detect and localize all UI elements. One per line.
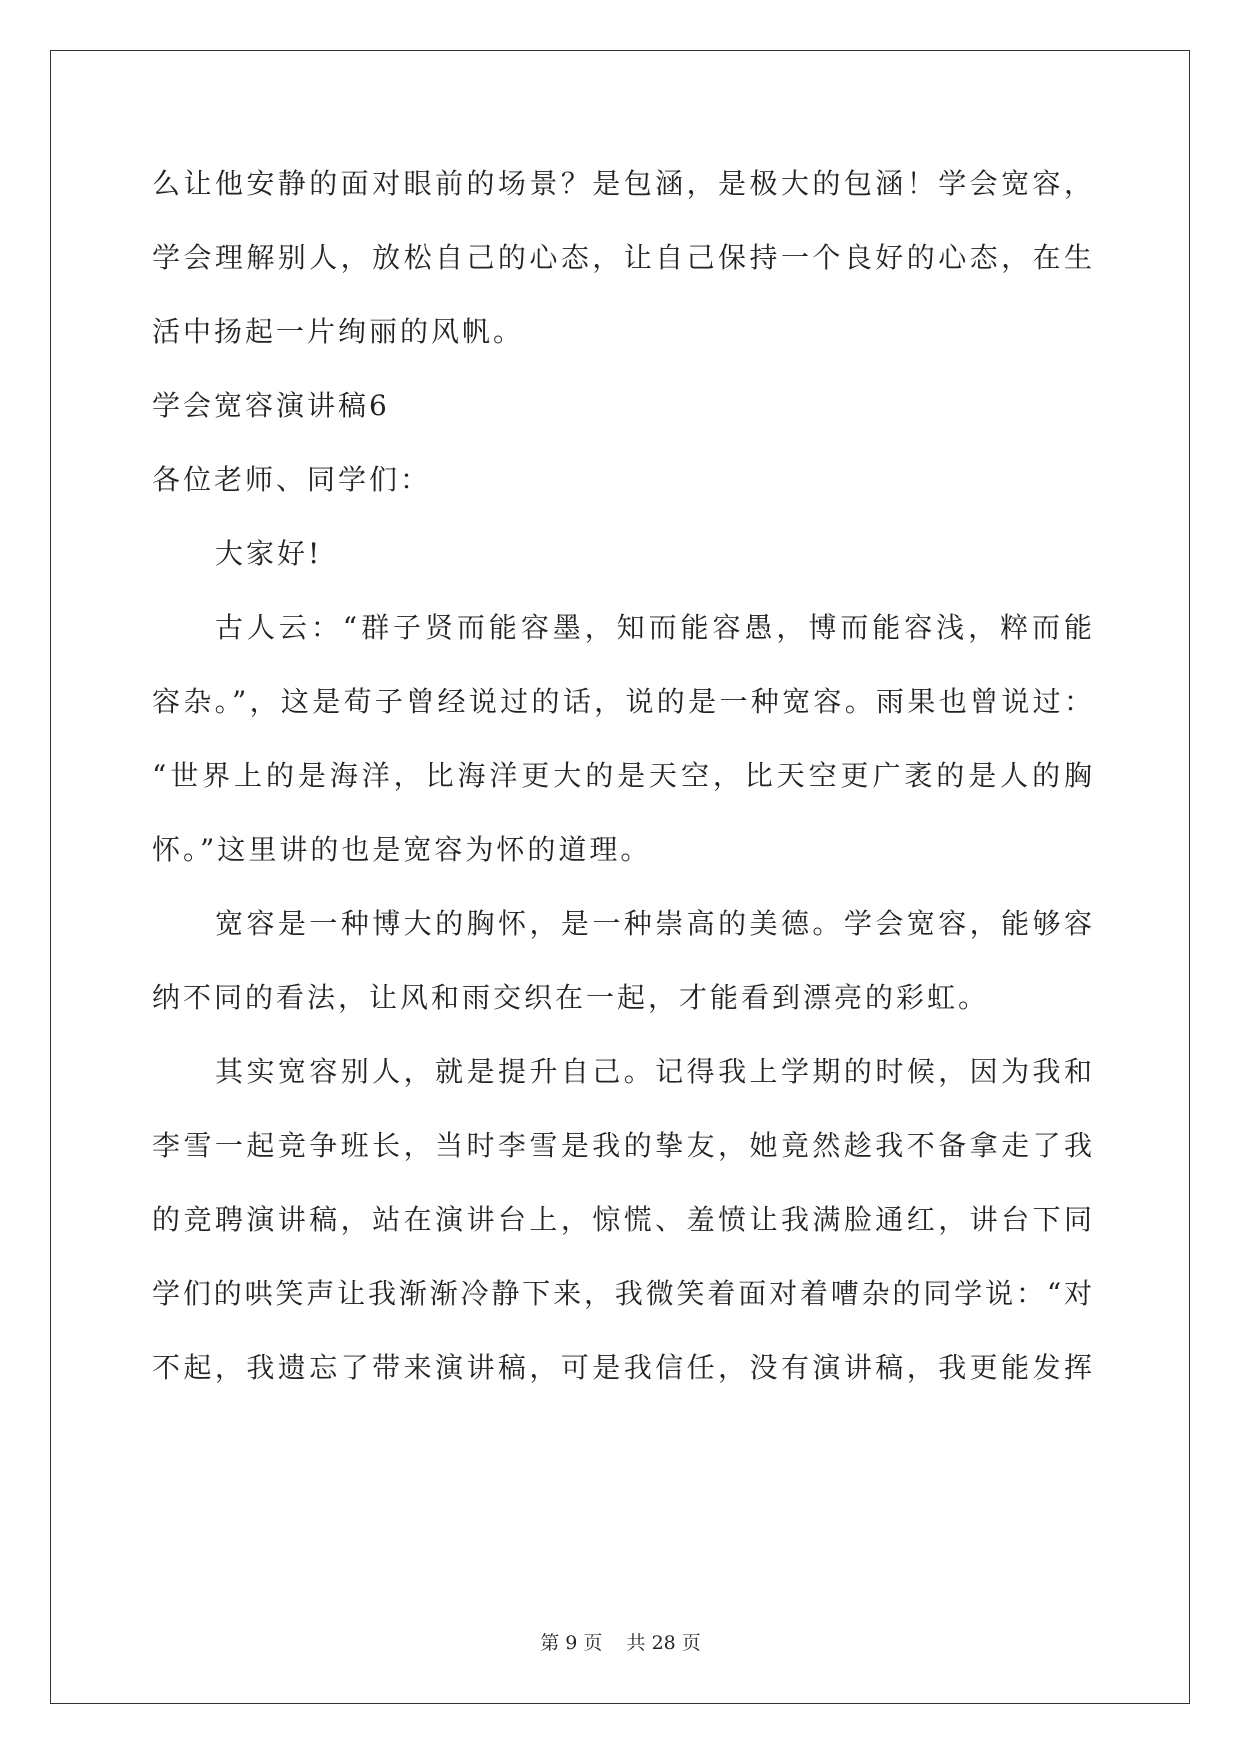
greeting: 大家好! — [215, 537, 323, 570]
page-border — [50, 50, 1190, 1704]
text-line: 学们的哄笑声让我渐渐冷静下来，我微笑着面对着嘈杂的同学说：“对 — [152, 1277, 1092, 1310]
text-line: 的竞聘演讲稿，站在演讲台上，惊慌、羞愤让我满脸通红，讲台下同 — [152, 1203, 1092, 1236]
page-total: 共 28 页 — [626, 1632, 701, 1654]
text-line: 么让他安静的面对眼前的场景？是包涵，是极大的包涵！学会宽容， — [152, 167, 1092, 200]
text-line: 宽容是一种博大的胸怀，是一种崇高的美德。学会宽容，能够容 — [215, 907, 1092, 940]
text-line: 纳不同的看法，让风和雨交织在一起，才能看到漂亮的彩虹。 — [152, 981, 990, 1014]
text-line: 容杂。”，这是荀子曾经说过的话，说的是一种宽容。雨果也曾说过： — [152, 685, 1092, 718]
text-line: 怀。”这里讲的也是宽容为怀的道理。 — [152, 833, 652, 866]
text-line: 学会理解别人，放松自己的心态，让自己保持一个良好的心态，在生 — [152, 241, 1092, 274]
page-footer — [0, 1631, 1241, 1655]
text-line: 李雪一起竞争班长，当时李雪是我的挚友，她竟然趁我不备拿走了我 — [152, 1129, 1092, 1162]
page-number: 第 9 页 — [540, 1632, 603, 1654]
text-line: “世界上的是海洋，比海洋更大的是天空，比天空更广袤的是人的胸 — [152, 759, 1092, 792]
section-heading: 学会宽容演讲稿6 — [152, 389, 390, 422]
text-line: 其实宽容别人，就是提升自己。记得我上学期的时候，因为我和 — [215, 1055, 1092, 1088]
text-line: 古人云：“群子贤而能容墨，知而能容愚，博而能容浅，粹而能 — [215, 611, 1092, 644]
text-line: 不起，我遗忘了带来演讲稿，可是我信任，没有演讲稿，我更能发挥 — [152, 1351, 1092, 1384]
salutation: 各位老师、同学们： — [152, 463, 432, 496]
text-line: 活中扬起一片绚丽的风帆。 — [152, 315, 525, 348]
